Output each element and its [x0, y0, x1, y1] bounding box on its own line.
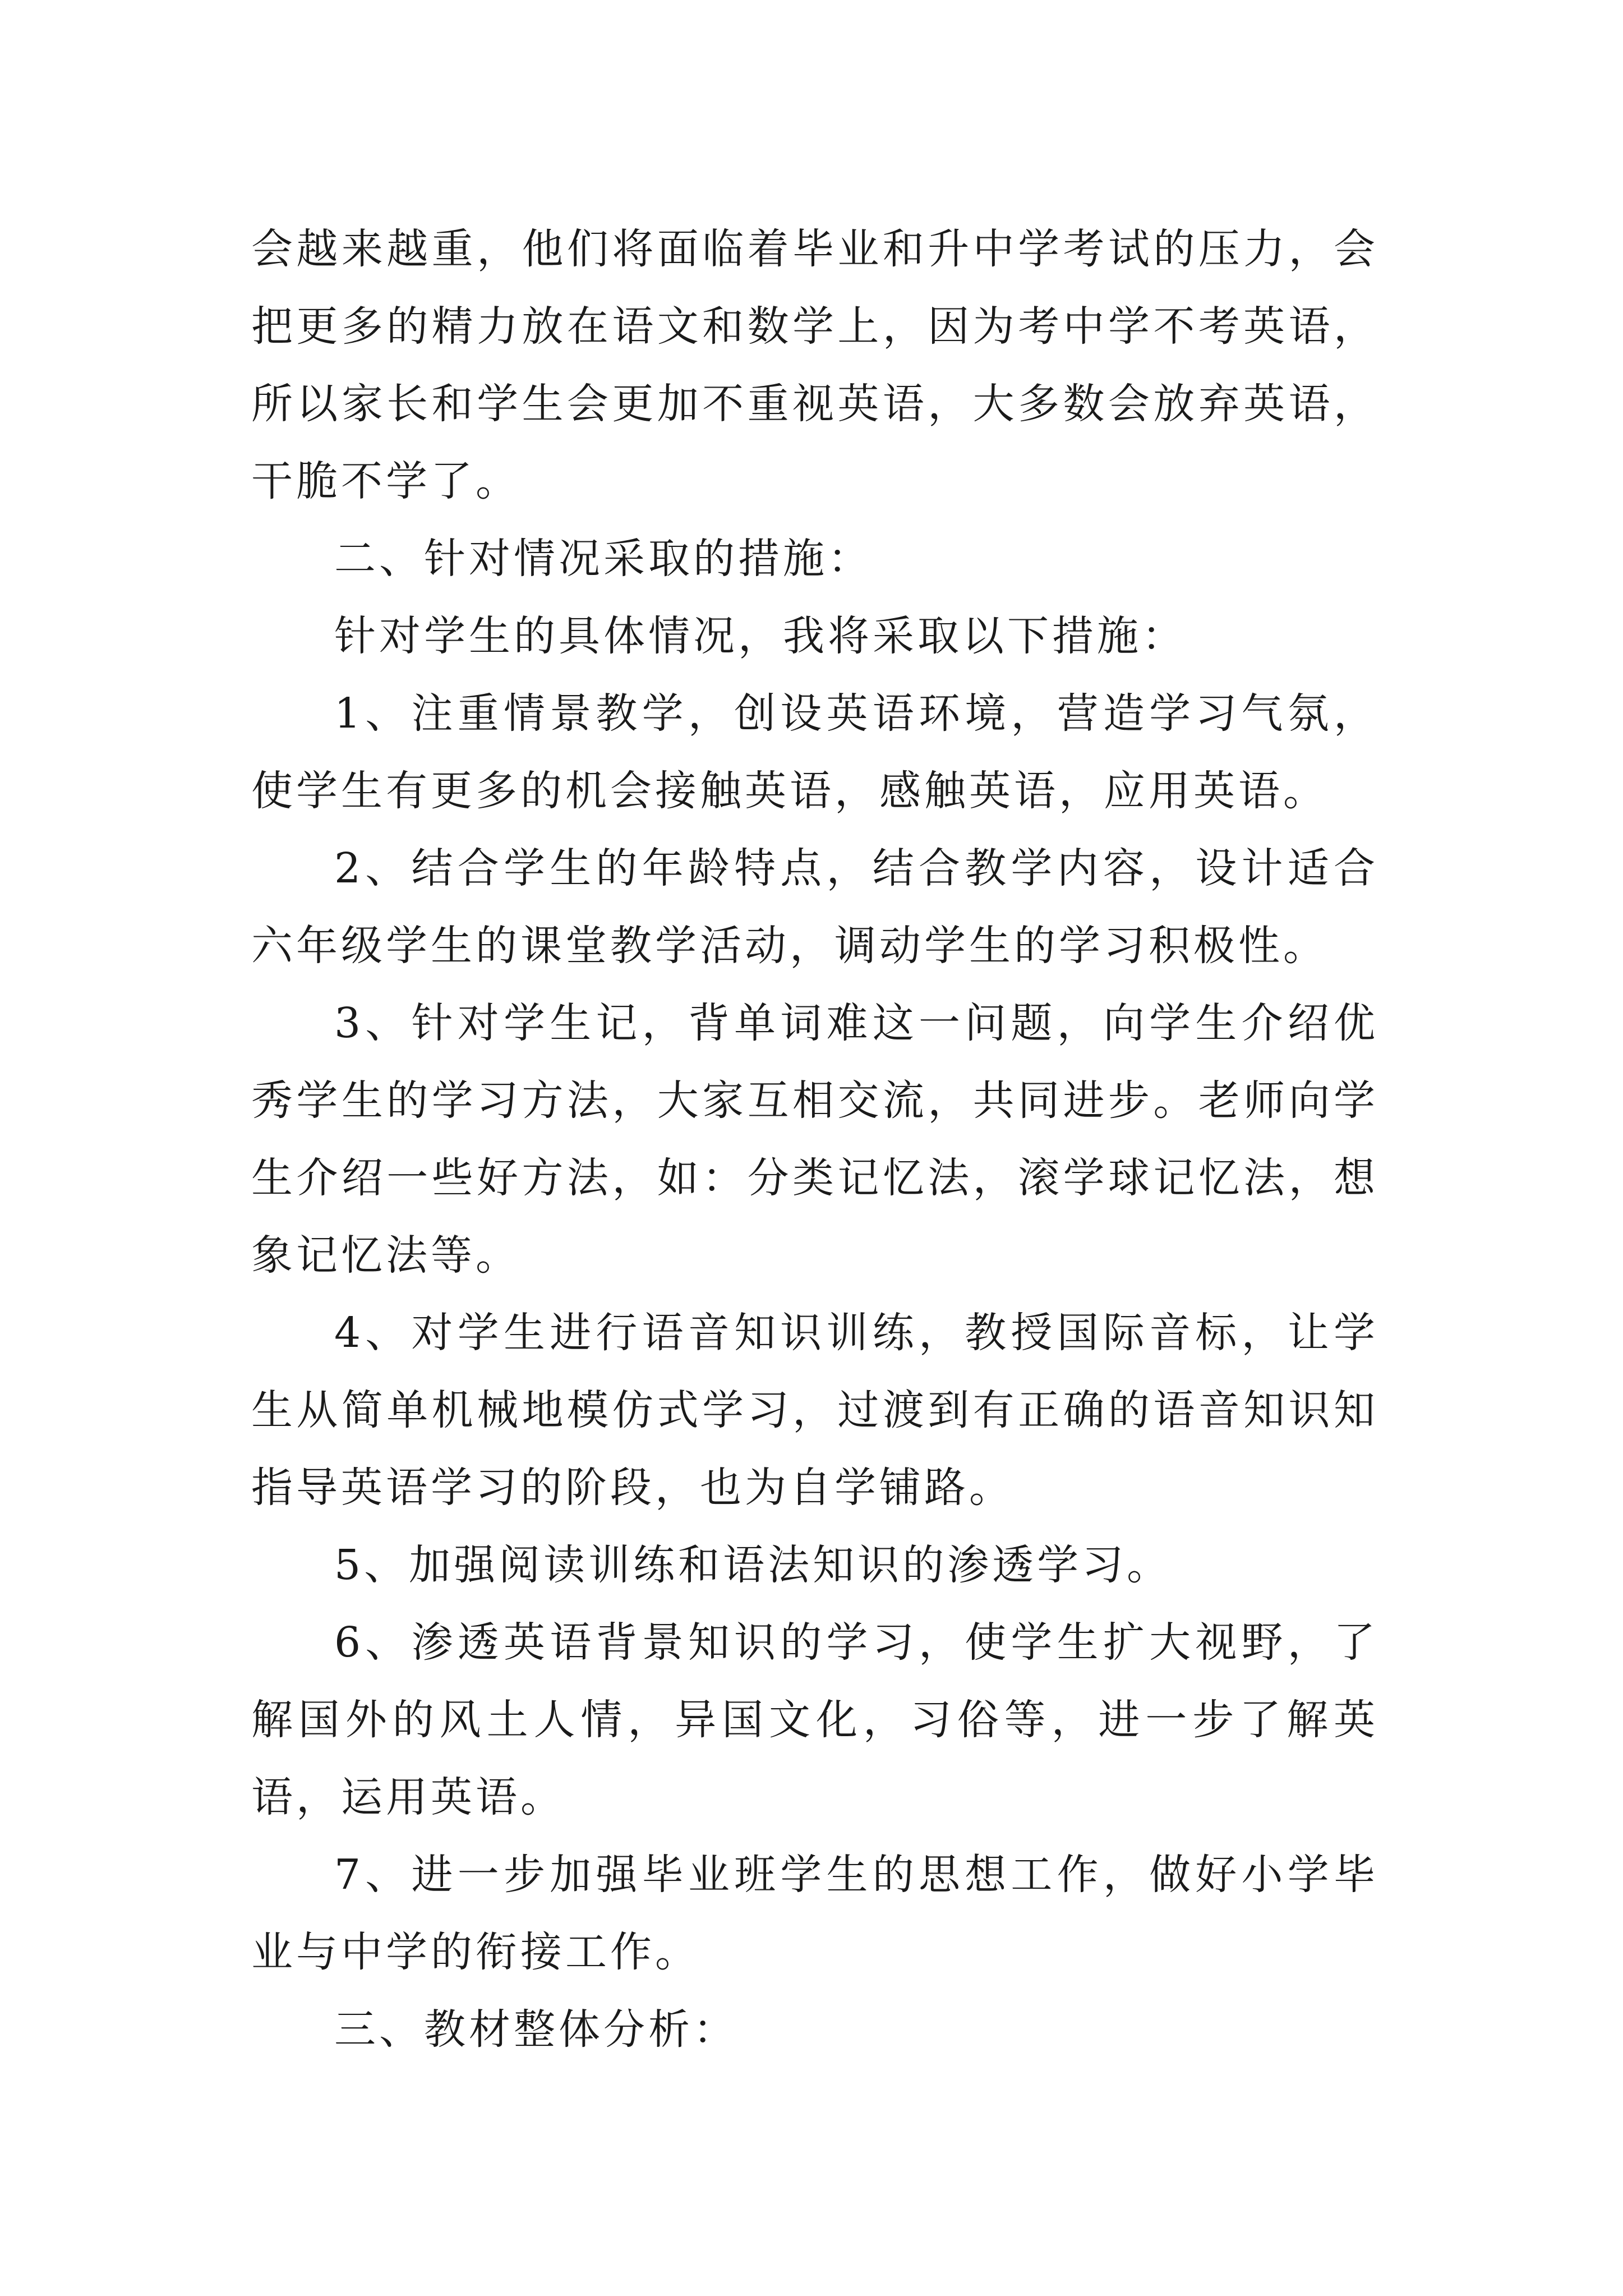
paragraph-continuation: 会越来越重，他们将面临着毕业和升中学考试的压力，会把更多的精力放在语文和数学上，因为考中学不考英语，所以家长和学生会更加不重视英语，大多数会放弃英语，干脆不学了。 — [251, 225, 1378, 505]
document-body — [251, 210, 1378, 2068]
list-item-3: 3、针对学生记，背单词难这一问题，向学生介绍优秀学生的学习方法，大家互相交流，共同进步。老师向学生介绍一些好方法，如：分类记忆法，滚学球记忆法，想象记忆法等。 — [251, 999, 1378, 1280]
section-heading-measures: 二、针对情况采取的措施： — [334, 535, 873, 583]
section-heading-textbook-analysis: 三、教材整体分析： — [334, 2005, 738, 2054]
list-item-6: 6、渗透英语背景知识的学习，使学生扩大视野，了解国外的风土人情，异国文化，习俗等，进一步了解英语，运用英语。 — [251, 1618, 1378, 1821]
list-item-7: 7、进一步加强毕业班学生的思想工作，做好小学毕业与中学的衔接工作。 — [251, 1851, 1378, 1976]
list-item-2: 2、结合学生的年龄特点，结合教学内容，设计适合六年级学生的课堂教学活动，调动学生的学习积极性。 — [251, 844, 1378, 970]
paragraph-measures-intro: 针对学生的具体情况，我将采取以下措施： — [334, 612, 1187, 660]
list-item-4: 4、对学生进行语音知识训练，教授国际音标，让学生从简单机械地模仿式学习，过渡到有正确的语音知识知指导英语学习的阶段，也为自学铺路。 — [251, 1309, 1378, 1512]
list-item-5: 5、加强阅读训练和语法知识的渗透学习。 — [334, 1541, 1172, 1589]
list-item-1: 1、注重情景教学，创设英语环境，营造学习气氛，使学生有更多的机会接触英语，感触英语，应用英语。 — [251, 689, 1378, 815]
